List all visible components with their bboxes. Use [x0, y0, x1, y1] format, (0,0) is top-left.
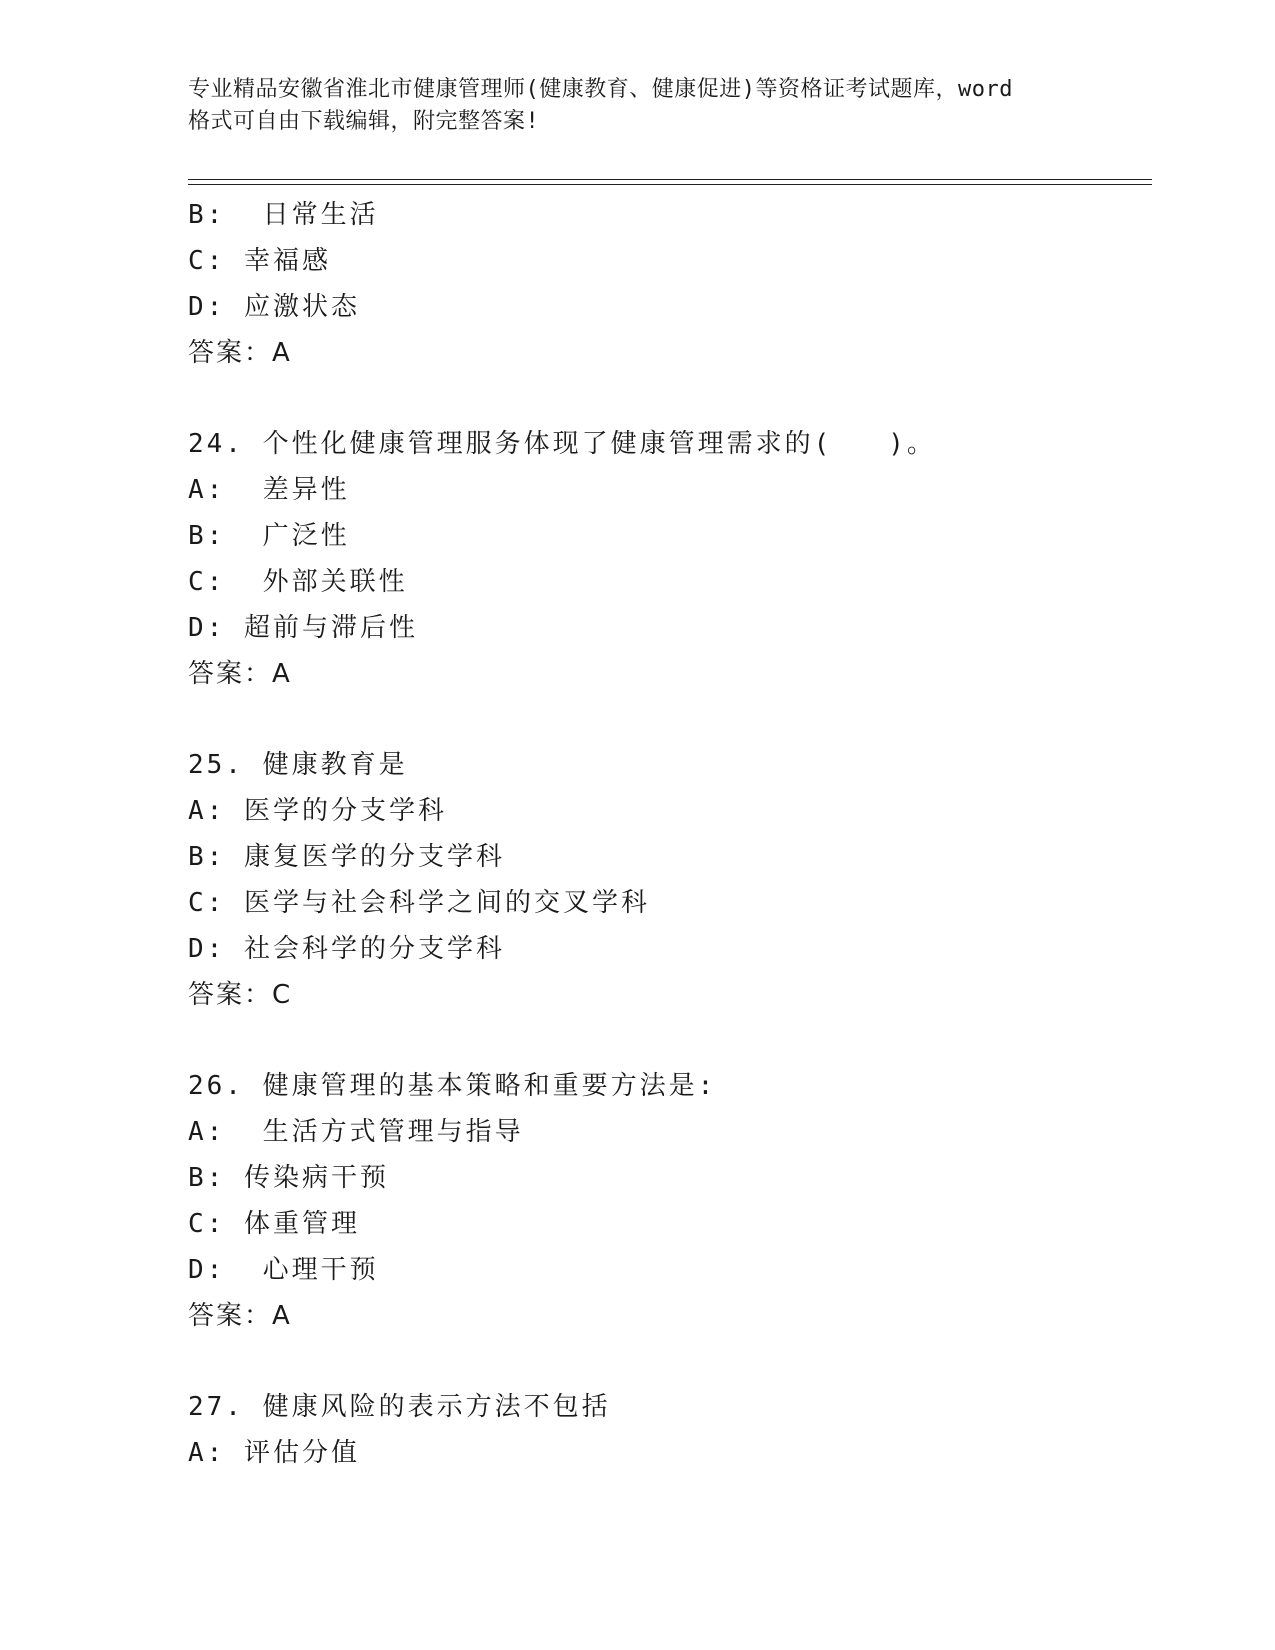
option-b: B: 传染病干预 — [188, 1163, 389, 1193]
option-b: B: 康复医学的分支学科 — [188, 842, 505, 872]
option-d: D: 社会科学的分支学科 — [188, 934, 505, 964]
header-line-1: 专业精品安徽省淮北市健康管理师(健康教育、健康促进)等资格证考试题库，word — [188, 77, 1013, 102]
question-24 — [188, 421, 1148, 697]
question-stem: 25. 健康教育是 — [188, 750, 408, 780]
option-a: A: 生活方式管理与指导 — [188, 1117, 524, 1147]
header-divider-bottom — [188, 184, 1152, 185]
question-stem: 24. 个性化健康管理服务体现了健康管理需求的( )。 — [188, 429, 936, 459]
option-b: B: 日常生活 — [188, 200, 379, 230]
header-divider-top — [188, 179, 1152, 180]
question-list — [188, 192, 1148, 1476]
answer-line: 答案：A — [188, 659, 292, 689]
question-27 — [188, 1384, 1148, 1476]
question-26 — [188, 1063, 1148, 1339]
option-c: C: 医学与社会科学之间的交叉学科 — [188, 888, 650, 918]
option-a: A: 评估分值 — [188, 1438, 360, 1468]
question-25 — [188, 742, 1148, 1018]
question-stem: 27. 健康风险的表示方法不包括 — [188, 1392, 611, 1422]
document-header — [188, 74, 1088, 138]
option-d: D: 心理干预 — [188, 1255, 379, 1285]
question-23-continuation — [188, 192, 1148, 376]
answer-line: 答案：C — [188, 980, 293, 1010]
option-c: C: 外部关联性 — [188, 567, 408, 597]
header-line-2: 格式可自由下载编辑，附完整答案! — [188, 109, 540, 134]
option-d: D: 应激状态 — [188, 292, 360, 322]
option-a: A: 医学的分支学科 — [188, 796, 447, 826]
answer-line: 答案：A — [188, 1301, 292, 1331]
option-c: C: 体重管理 — [188, 1209, 360, 1239]
option-d: D: 超前与滞后性 — [188, 613, 418, 643]
option-c: C: 幸福感 — [188, 246, 331, 276]
answer-line: 答案：A — [188, 338, 292, 368]
question-stem: 26. 健康管理的基本策略和重要方法是: — [188, 1071, 717, 1101]
option-a: A: 差异性 — [188, 475, 350, 505]
option-b: B: 广泛性 — [188, 521, 350, 551]
